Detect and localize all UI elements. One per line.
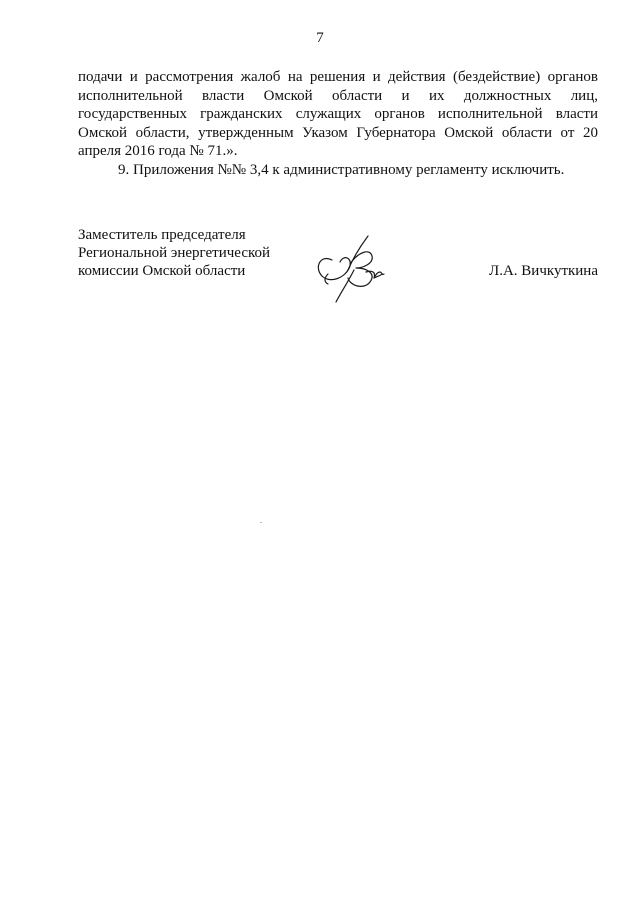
signer-name: Л.А. Вичкуткина (489, 263, 598, 279)
handwritten-signature (310, 226, 400, 304)
signer-position-line: комиссии Омской области (78, 263, 246, 279)
text-line: подачи и рассмотрения жалоб на решения и действия (бездействие) органов (78, 69, 598, 85)
text-line: апреля 2016 года № 71.». (78, 143, 238, 159)
text-line: исполнительной власти Омской области и их должностных лиц, (78, 87, 598, 104)
signer-position-line: Региональной энергетической (78, 245, 271, 261)
text-line: Омской области, утвержденным Указом Губернатора Омской области от 20 (78, 124, 598, 141)
paragraph-item-9: 9. Приложения №№ 3,4 к административному регламенту исключить. (118, 161, 565, 178)
page-number: 7 (316, 30, 324, 46)
document-body (78, 68, 598, 179)
signature-block (78, 226, 598, 306)
scan-speck (260, 522, 262, 523)
paragraph-continuation (78, 68, 598, 161)
signer-position (78, 226, 270, 280)
text-line: государственных гражданских служащих органов исполнительной власти (78, 106, 598, 122)
signer-position-line: Заместитель председателя (78, 227, 246, 243)
